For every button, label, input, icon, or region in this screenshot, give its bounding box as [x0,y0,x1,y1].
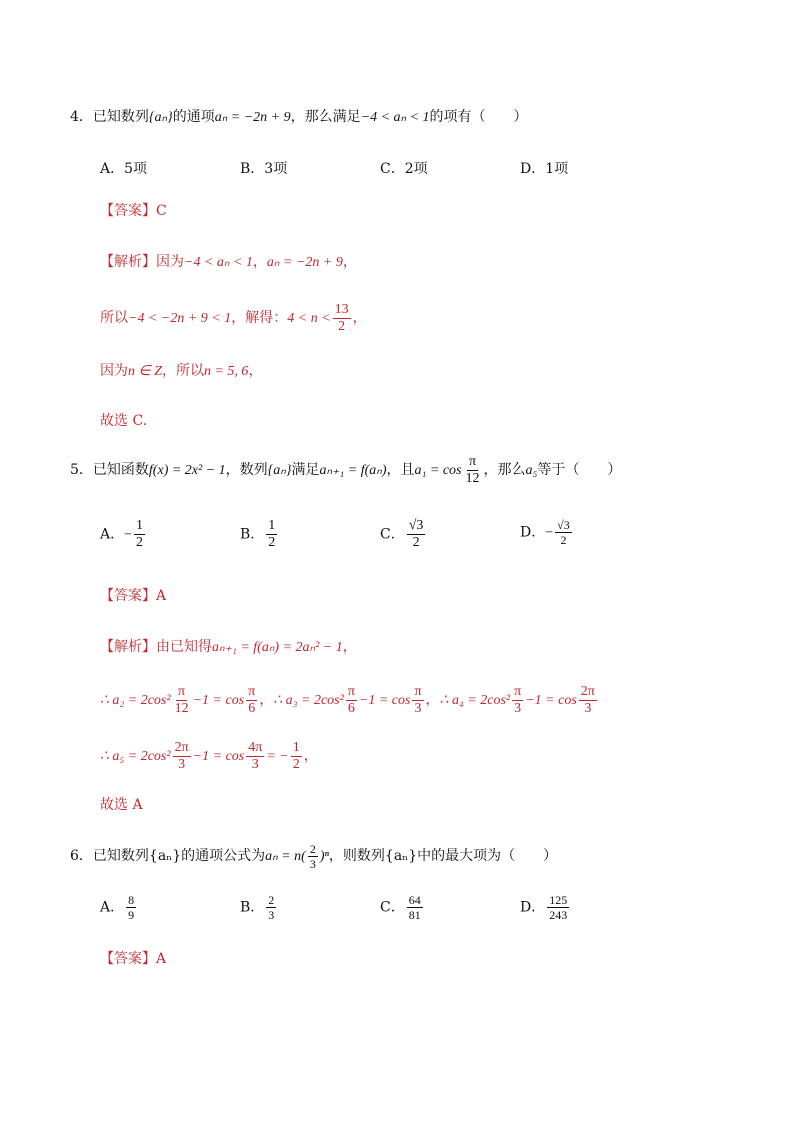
q6-option-b: B． $\frac{2}{3}$ [240,893,275,922]
q4-option-d: D．1项 [520,161,569,177]
q5-answer-value: A [156,588,167,604]
q6-stem: 6．已知数列{aₙ}的通项公式为aₙ = n( $\frac{2}{3}$ )ⁿ，则数列{aₙ}中的最大项为（ ） [70,841,558,871]
answer-label: 【答案】 [100,588,156,604]
analysis-label: 【解析】 [100,254,156,270]
fraction: $\frac{2\pi}{3}$ [174,739,189,772]
fraction: $\frac{2\pi}{3}$ [580,683,595,716]
q5-function: f(x) = 2x² − 1 [148,463,226,478]
q6-option-c-fraction: $\frac{64}{81}$ [408,893,421,922]
q6-option-a-fraction: $\frac{8}{9}$ [128,893,135,922]
answer-label: 【答案】 [100,951,156,967]
q5-option-a-fraction: $\frac{1}{2}$ [136,518,144,550]
q6-option-a: A． $\frac{8}{9}$ [100,893,135,922]
q5-option-b: B． $\frac{1}{2}$ [240,518,276,550]
fraction: $\frac{\pi}{6}$ [347,683,355,716]
q5-analysis-line-1: 【解析】由已知得aₙ₊₁ = f(aₙ) = 2aₙ² − 1， [100,639,357,655]
fraction: $\frac{\pi}{3}$ [414,683,422,716]
answer-label: 【答案】 [100,203,156,219]
q5-stem: 5．已知函数f(x) = 2x² − 1，数列{aₙ}满足aₙ₊₁ = f(aₙ)，且a₁ = cos $\frac{\pi}{12}$ ，那么a₅等于（ ） [70,453,622,486]
q4-conclusion: 故选 C. [100,413,148,429]
q4-analysis-line-3: 因为n ∈ Z，所以n = 5, 6， [100,363,263,379]
q5-option-a: A．− $\frac{1}{2}$ [100,518,144,550]
q4-number: 4． [70,109,93,125]
q5-answer [100,585,166,607]
q4-stem: 4．已知数列{aₙ}的通项aₙ = −2n + 9，那么满足−4 < aₙ < 1的项有（ ） [70,109,528,125]
q6-answer [100,948,166,970]
q4-fraction-13-2: $\frac{13}{2}$ [334,301,349,334]
q5-analysis-line-2: ∴ a₂ = 2cos² $\frac{\pi}{12}$ −1 = cos $\frac{\pi}{6}$ ，∴ a₃ = 2cos² $\frac{\pi}{6}$ −1 = cos $\frac{\pi}{3}$ ，∴ a₄ = 2cos² $\frac{\pi}{3}$ −1 = cos $\frac{2\pi}{3}$ [100,683,595,716]
q4-analysis-line-1: 【解析】因为−4 < aₙ < 1，aₙ = −2n + 9， [100,254,357,270]
fraction: $\frac{\pi}{6}$ [248,683,256,716]
q6-fraction-2-3: $\frac{2}{3}$ [309,841,316,871]
q5-conclusion: 故选 A [100,797,143,813]
q5-option-d: D．− $\frac{√3}{2}$ [520,518,570,547]
q5-number: 5． [70,462,93,478]
q5-option-d-fraction: $\frac{√3}{2}$ [557,518,570,547]
q4-option-a: A．5项 [100,161,148,177]
q4-option-c: C．2项 [380,161,428,177]
q6-option-b-fraction: $\frac{2}{3}$ [268,893,275,922]
q4-sequence: {aₙ} [148,110,173,125]
q5-option-b-fraction: $\frac{1}{2}$ [268,518,276,550]
q6-option-d: D． $\frac{125}{243}$ [520,893,568,922]
q5-option-c: C． $\frac{√3}{2}$ [380,518,424,550]
q6-option-c: C． $\frac{64}{81}$ [380,893,421,922]
q4-answer-value: C [156,203,167,219]
q4-answer [100,200,167,222]
fraction: $\frac{1}{2}$ [292,739,300,772]
fraction: $\frac{4\pi}{3}$ [248,739,263,772]
q4-option-b: B．3项 [240,161,288,177]
q6-number: 6． [70,848,93,864]
q6-option-d-fraction: $\frac{125}{243}$ [549,893,568,922]
q4-analysis-line-2: 所以−4 < −2n + 9 < 1，解得：4 < n < $\frac{13}{2}$ ， [100,301,367,334]
analysis-label: 【解析】 [100,639,156,655]
q5-fraction-pi-12: $\frac{\pi}{12}$ [465,453,480,486]
fraction: $\frac{\pi}{3}$ [514,683,522,716]
q4-condition: −4 < aₙ < 1 [360,110,430,125]
q4-formula: aₙ = −2n + 9 [214,110,291,125]
q5-option-c-fraction: $\frac{√3}{2}$ [408,518,424,550]
fraction: $\frac{\pi}{12}$ [174,683,189,716]
q6-answer-value: A [156,951,167,967]
q5-analysis-line-3: ∴ a₅ = 2cos² $\frac{2\pi}{3}$ −1 = cos $\frac{4\pi}{3}$ = − $\frac{1}{2}$ ， [100,739,318,772]
q5-recurrence: aₙ₊₁ = f(aₙ) [319,463,387,478]
